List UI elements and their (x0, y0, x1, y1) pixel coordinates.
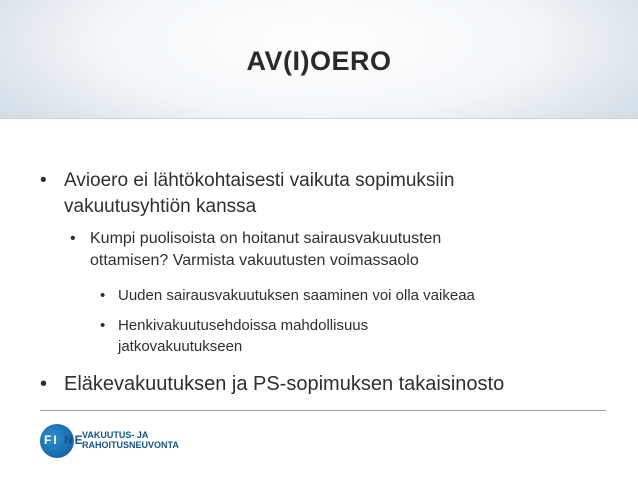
logo-line2: RAHOITUSNEUVONTA (82, 440, 179, 450)
fine-logo (40, 424, 179, 456)
bullet-marker: • (100, 287, 106, 304)
footer-divider (40, 410, 606, 411)
slide-title: AV(I)OERO (246, 46, 392, 76)
bullet-line: Avioero ei lähtökohtaisesti vaikuta sopimuksiin (64, 170, 455, 191)
logo-word-part-b: NE (64, 433, 85, 447)
bullet-level3-2 (100, 315, 368, 357)
bullet-level3-1 (100, 285, 475, 306)
bullet-level2-1 (70, 228, 441, 272)
bullet-marker: • (40, 170, 47, 191)
bullet-marker: • (40, 373, 48, 395)
bullet-level1-1 (40, 168, 454, 220)
bullet-line: Kumpi puolisoista on hoitanut sairausvakuutusten (90, 230, 442, 247)
bullet-marker: • (70, 230, 76, 247)
bullet-line: vakuutusyhtiön kanssa (64, 196, 257, 217)
bullet-line: Henkivakuutusehdoissa mahdollisuus (118, 317, 369, 334)
title-band (0, 0, 638, 119)
bullet-line: Uuden sairausvakuutuksen saaminen voi olla vaikeaa (118, 287, 475, 304)
bullet-line: jatkovakuutukseen (118, 338, 243, 355)
logo-subtitle (82, 430, 179, 450)
bullet-level1-2 (40, 371, 504, 397)
bullet-marker: • (100, 317, 106, 334)
bullet-line: ottamisen? Varmista vakuutusten voimassaolo (90, 252, 419, 269)
logo-line1: VAKUUTUS- JA (82, 430, 149, 440)
logo-word-part-a: FI (44, 433, 59, 447)
bullet-line: Eläkevakuutuksen ja PS-sopimuksen takaisinosto (64, 373, 505, 395)
